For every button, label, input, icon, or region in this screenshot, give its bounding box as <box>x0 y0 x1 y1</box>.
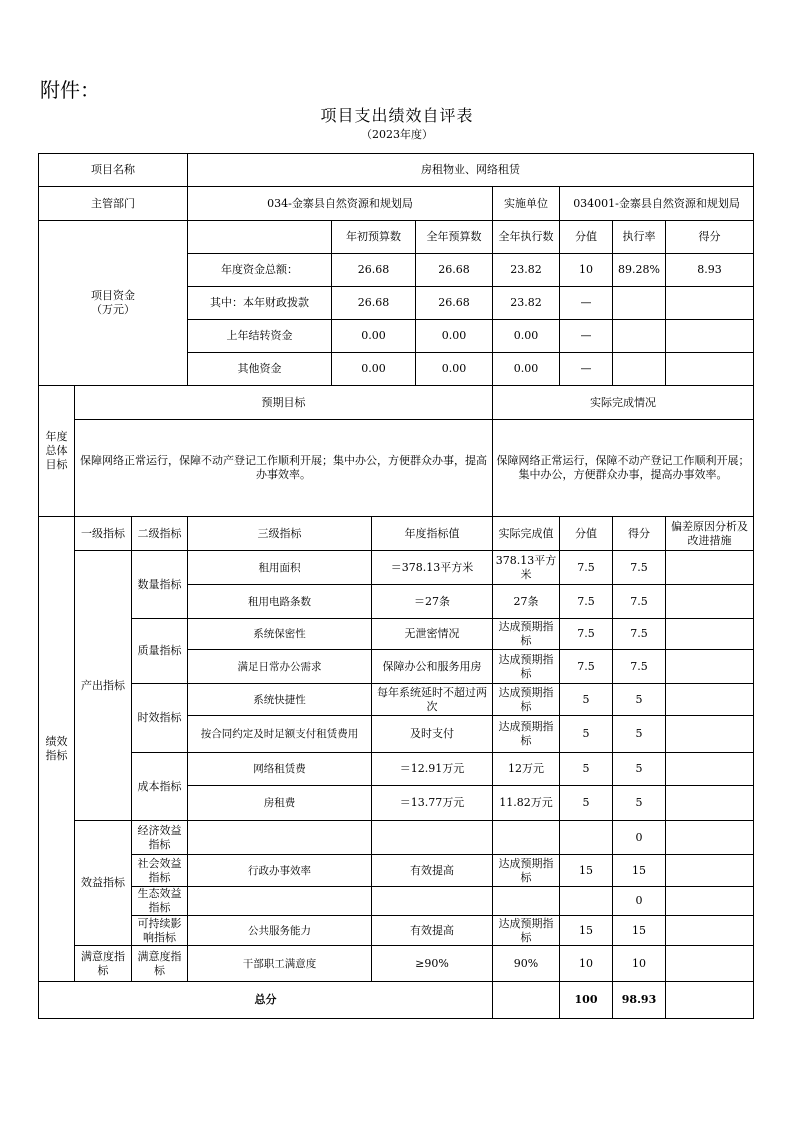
indicator-weight: 7.5 <box>560 551 613 585</box>
total-weight: 100 <box>560 982 613 1019</box>
header-actual: 实际完成值 <box>493 517 560 551</box>
funds-row-executed: 0.00 <box>493 320 560 353</box>
funds-header-blank <box>188 221 332 254</box>
total-blank <box>493 982 560 1019</box>
funds-label <box>39 221 188 386</box>
indicator-deviation <box>666 716 754 753</box>
header-level3: 三级指标 <box>188 517 372 551</box>
indicator-actual: 达成预期指标 <box>493 684 560 716</box>
indicator-name: 租用面积 <box>188 551 372 585</box>
indicator-score: 15 <box>613 916 666 946</box>
indicator-target: ≥90% <box>372 946 493 982</box>
indicator-name: 租用电路条数 <box>188 585 372 619</box>
indicator-score: 5 <box>613 716 666 753</box>
indicator-score: 10 <box>613 946 666 982</box>
goals-actual-label: 实际完成情况 <box>493 386 754 420</box>
indicator-name <box>188 887 372 916</box>
indicator-weight: 5 <box>560 753 613 786</box>
page-title: 项目支出绩效自评表 <box>320 106 474 125</box>
year-subtitle: （2023年度） <box>361 128 433 141</box>
funds-header-executed: 全年执行数 <box>493 221 560 254</box>
funds-row-executed: 0.00 <box>493 353 560 386</box>
indicator-target: ＝378.13平方米 <box>372 551 493 585</box>
benefit-level2: 可持续影响指标 <box>132 916 188 946</box>
funds-row-weight: — <box>560 353 613 386</box>
indicator-deviation <box>666 619 754 650</box>
indicators-side-label: 绩效指标 <box>39 517 75 982</box>
funds-header-annual: 全年预算数 <box>416 221 493 254</box>
indicator-name <box>188 821 372 855</box>
header-score: 得分 <box>613 517 666 551</box>
indicator-target: 无泄密情况 <box>372 619 493 650</box>
funds-row-weight: 10 <box>560 254 613 287</box>
goals-side-label: 年度总体目标 <box>39 386 75 517</box>
header-level2: 二级指标 <box>132 517 188 551</box>
indicator-target <box>372 821 493 855</box>
funds-row-weight: — <box>560 287 613 320</box>
indicator-weight: 7.5 <box>560 585 613 619</box>
total-label: 总分 <box>39 982 493 1019</box>
satisfaction-label: 满意度指标 <box>75 946 132 982</box>
funds-row-executed: 23.82 <box>493 254 560 287</box>
indicator-weight: 5 <box>560 716 613 753</box>
funds-row-score <box>666 320 754 353</box>
unit-value: 034001-金寨县自然资源和规划局 <box>560 187 754 221</box>
indicator-score: 7.5 <box>613 650 666 684</box>
indicator-deviation <box>666 585 754 619</box>
output-label: 产出指标 <box>75 551 132 821</box>
goals-expected-text: 保障网络正常运行，保障不动产登记工作顺利开展；集中办公，方便群众办事，提高办事效率。 <box>75 420 493 517</box>
indicator-deviation <box>666 753 754 786</box>
indicator-actual <box>493 821 560 855</box>
funds-row-executed: 23.82 <box>493 287 560 320</box>
funds-row-initial: 0.00 <box>332 320 416 353</box>
funds-row-label: 其他资金 <box>188 353 332 386</box>
indicator-target: 及时支付 <box>372 716 493 753</box>
indicator-weight: 5 <box>560 684 613 716</box>
indicator-score: 5 <box>613 786 666 821</box>
total-score: 98.93 <box>613 982 666 1019</box>
benefit-level2: 生态效益指标 <box>132 887 188 916</box>
funds-row-initial: 0.00 <box>332 353 416 386</box>
indicator-name: 满足日常办公需求 <box>188 650 372 684</box>
indicator-weight: 15 <box>560 916 613 946</box>
project-name-value: 房租物业、网络租赁 <box>188 154 754 187</box>
indicator-deviation <box>666 786 754 821</box>
funds-row-score <box>666 353 754 386</box>
timeliness-label: 时效指标 <box>132 684 188 753</box>
quality-label: 质量指标 <box>132 619 188 684</box>
indicator-score: 15 <box>613 855 666 887</box>
indicator-deviation <box>666 821 754 855</box>
indicator-deviation <box>666 650 754 684</box>
indicator-target: ＝12.91万元 <box>372 753 493 786</box>
benefit-level2: 社会效益指标 <box>132 855 188 887</box>
funds-header-weight: 分值 <box>560 221 613 254</box>
indicator-actual: 达成预期指标 <box>493 619 560 650</box>
indicator-weight: 10 <box>560 946 613 982</box>
indicator-name: 按合同约定及时足额支付租赁费用 <box>188 716 372 753</box>
total-deviation <box>666 982 754 1019</box>
dept-value: 034-金寨县自然资源和规划局 <box>188 187 493 221</box>
indicator-target: ＝13.77万元 <box>372 786 493 821</box>
funds-row-score <box>666 287 754 320</box>
funds-row-annual: 26.68 <box>416 254 493 287</box>
indicator-actual: 378.13平方米 <box>493 551 560 585</box>
indicator-deviation <box>666 855 754 887</box>
indicator-name: 网络租赁费 <box>188 753 372 786</box>
satisfaction-level2: 满意度指标 <box>132 946 188 982</box>
funds-row-score: 8.93 <box>666 254 754 287</box>
funds-row-rate <box>613 287 666 320</box>
benefit-label: 效益指标 <box>75 821 132 946</box>
funds-label-line1: 项目资金 <box>91 289 135 302</box>
indicator-actual: 达成预期指标 <box>493 650 560 684</box>
indicator-deviation <box>666 916 754 946</box>
goals-expected-label: 预期目标 <box>75 386 493 420</box>
indicator-weight <box>560 821 613 855</box>
indicator-score: 0 <box>613 821 666 855</box>
attachment-label: 附件： <box>40 78 100 102</box>
funds-header-rate: 执行率 <box>613 221 666 254</box>
dept-label: 主管部门 <box>39 187 188 221</box>
indicator-weight <box>560 887 613 916</box>
indicator-target: 保障办公和服务用房 <box>372 650 493 684</box>
indicator-name: 行政办事效率 <box>188 855 372 887</box>
indicator-target: 有效提高 <box>372 855 493 887</box>
performance-table <box>38 153 754 1019</box>
funds-row-label: 年度资金总额： <box>188 254 332 287</box>
funds-row-initial: 26.68 <box>332 287 416 320</box>
funds-row-label: 其中：本年财政拨款 <box>188 287 332 320</box>
indicator-name: 干部职工满意度 <box>188 946 372 982</box>
indicator-deviation <box>666 887 754 916</box>
indicator-score: 7.5 <box>613 551 666 585</box>
indicator-score: 7.5 <box>613 619 666 650</box>
indicator-actual: 27条 <box>493 585 560 619</box>
indicator-score: 5 <box>613 684 666 716</box>
indicator-actual: 12万元 <box>493 753 560 786</box>
indicator-name: 系统快捷性 <box>188 684 372 716</box>
funds-row-annual: 0.00 <box>416 353 493 386</box>
header-level1: 一级指标 <box>75 517 132 551</box>
indicator-actual <box>493 887 560 916</box>
indicator-target: 有效提高 <box>372 916 493 946</box>
indicator-weight: 7.5 <box>560 650 613 684</box>
header-target: 年度指标值 <box>372 517 493 551</box>
indicator-score: 5 <box>613 753 666 786</box>
indicator-weight: 7.5 <box>560 619 613 650</box>
indicator-weight: 15 <box>560 855 613 887</box>
header-deviation: 偏差原因分析及改进措施 <box>666 517 754 551</box>
goals-actual-text: 保障网络正常运行，保障不动产登记工作顺利开展；集中办公，方便群众办事，提高办事效率。 <box>493 420 754 517</box>
project-name-label: 项目名称 <box>39 154 188 187</box>
indicator-weight: 5 <box>560 786 613 821</box>
benefit-level2: 经济效益指标 <box>132 821 188 855</box>
funds-row-annual: 26.68 <box>416 287 493 320</box>
funds-row-rate <box>613 320 666 353</box>
indicator-target: ＝27条 <box>372 585 493 619</box>
indicator-deviation <box>666 684 754 716</box>
indicator-target <box>372 887 493 916</box>
indicator-deviation <box>666 551 754 585</box>
funds-row-annual: 0.00 <box>416 320 493 353</box>
funds-row-rate <box>613 353 666 386</box>
funds-header-initial: 年初预算数 <box>332 221 416 254</box>
indicator-score: 7.5 <box>613 585 666 619</box>
indicator-score: 0 <box>613 887 666 916</box>
indicator-deviation <box>666 946 754 982</box>
funds-row-initial: 26.68 <box>332 254 416 287</box>
funds-label-line2: （万元） <box>91 303 135 316</box>
funds-header-score: 得分 <box>666 221 754 254</box>
indicator-actual: 达成预期指标 <box>493 855 560 887</box>
indicator-actual: 达成预期指标 <box>493 916 560 946</box>
indicator-actual: 90% <box>493 946 560 982</box>
indicator-name: 系统保密性 <box>188 619 372 650</box>
indicator-actual: 达成预期指标 <box>493 716 560 753</box>
unit-label: 实施单位 <box>493 187 560 221</box>
indicator-name: 房租费 <box>188 786 372 821</box>
funds-row-rate: 89.28% <box>613 254 666 287</box>
indicator-name: 公共服务能力 <box>188 916 372 946</box>
funds-row-weight: — <box>560 320 613 353</box>
header-weight: 分值 <box>560 517 613 551</box>
indicator-actual: 11.82万元 <box>493 786 560 821</box>
cost-label: 成本指标 <box>132 753 188 821</box>
funds-row-label: 上年结转资金 <box>188 320 332 353</box>
indicator-target: 每年系统延时不超过两次 <box>372 684 493 716</box>
quantity-label: 数量指标 <box>132 551 188 619</box>
